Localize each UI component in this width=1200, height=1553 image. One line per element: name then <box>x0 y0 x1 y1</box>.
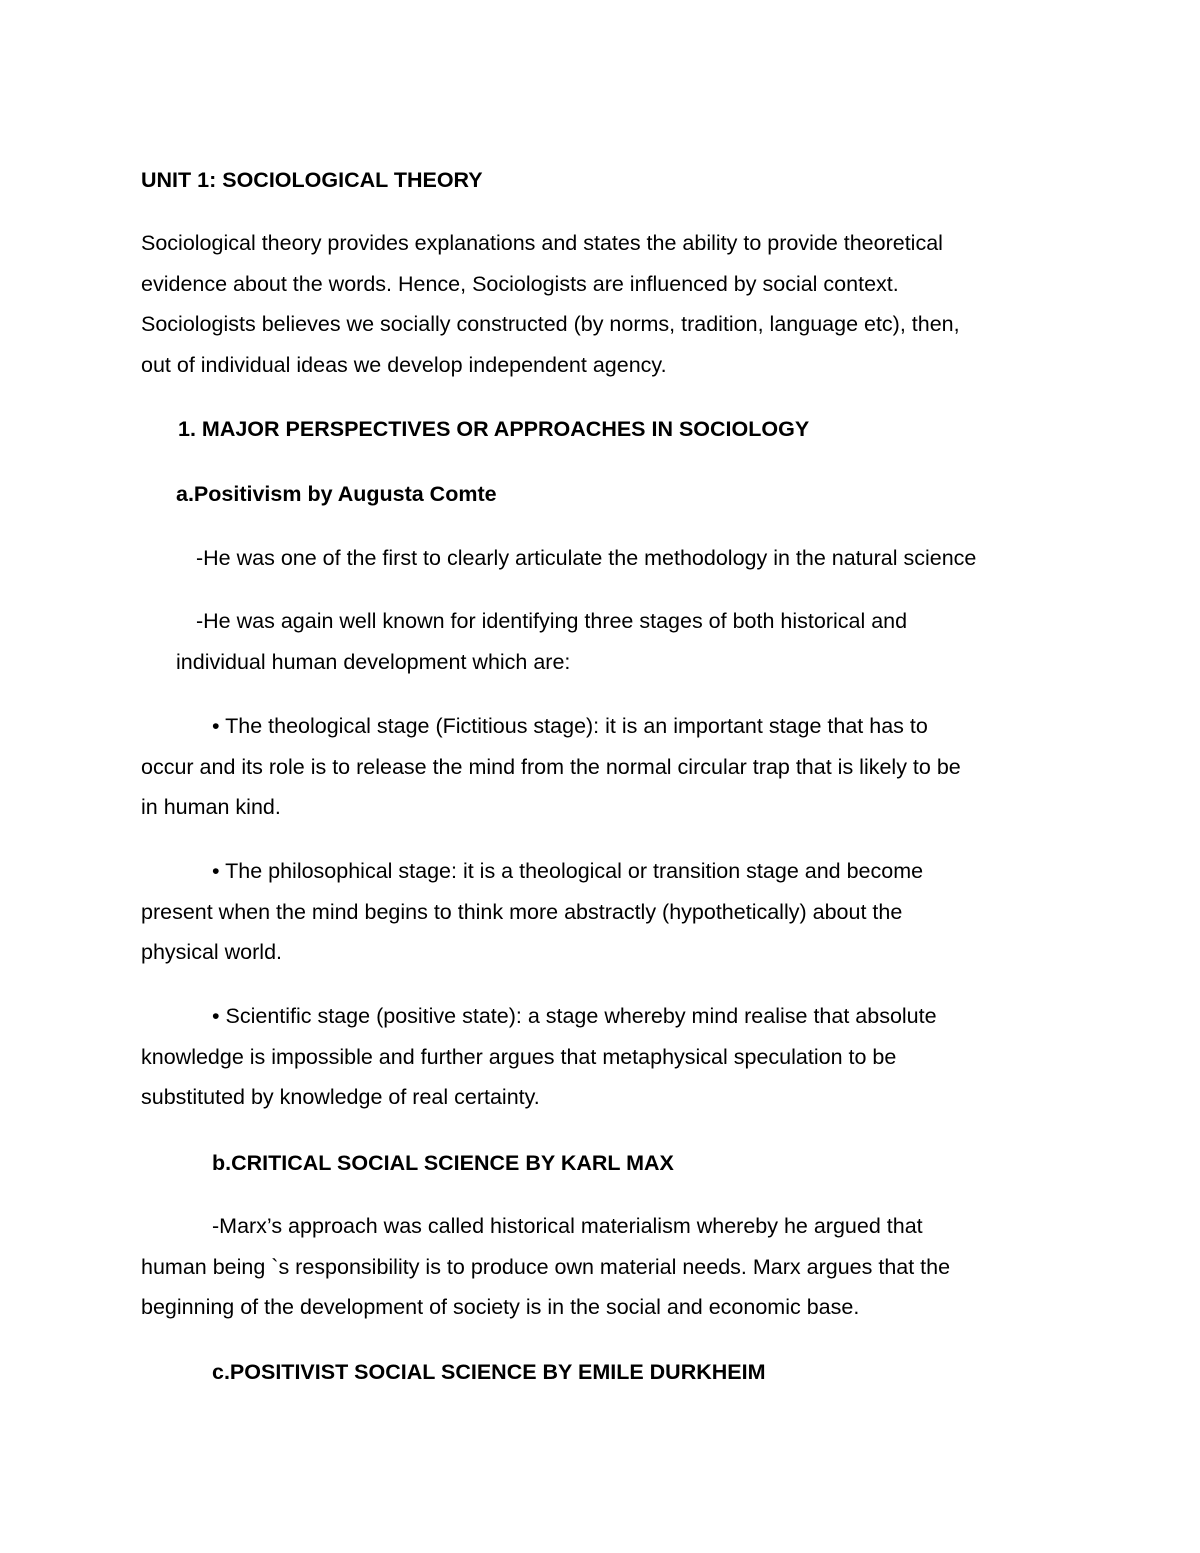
subheading-positivism: a.Positivism by Augusta Comte <box>176 482 497 506</box>
stage-line: • The philosophical stage: it is a theological or transition stage and become <box>212 859 924 883</box>
stage-line: occur and its role is to release the mind from the normal circular trap that is likely to be <box>141 754 961 779</box>
stage-line: knowledge is impossible and further argues that metaphysical speculation to be <box>141 1044 897 1069</box>
subheading-positivist-social-science: c.POSITIVIST SOCIAL SCIENCE BY EMILE DURKHEIM <box>212 1360 766 1384</box>
comte-point-methodology: -He was one of the first to clearly articulate the methodology in the natural science <box>196 546 977 570</box>
marx-line: -Marx’s approach was called historical materialism whereby he argued that <box>212 1214 923 1238</box>
subheading-critical-social-science: b.CRITICAL SOCIAL SCIENCE BY KARL MAX <box>212 1151 674 1175</box>
intro-line: Sociologists believes we socially constructed (by norms, tradition, language etc), then, <box>141 312 960 336</box>
intro-line: Sociological theory provides explanations and states the ability to provide theoretical <box>141 231 943 255</box>
stage-line: present when the mind begins to think more abstractly (hypothetically) about the <box>141 899 903 924</box>
marx-paragraph <box>141 1206 950 1328</box>
stage-line: in human kind. <box>141 795 281 819</box>
stage-philosophical <box>141 851 923 973</box>
stage-line: • Scientific stage (positive state): a stage whereby mind realise that absolute <box>212 1004 937 1028</box>
intro-line: evidence about the words. Hence, Sociologists are influenced by social context. <box>141 271 899 296</box>
unit-title: UNIT 1: SOCIOLOGICAL THEORY <box>141 168 483 192</box>
intro-line: out of individual ideas we develop independent agency. <box>141 352 667 377</box>
stage-line: • The theological stage (Fictitious stage): it is an important stage that has to <box>212 714 928 738</box>
stage-line: physical world. <box>141 940 282 964</box>
marx-line: beginning of the development of society is in the social and economic base. <box>141 1295 860 1319</box>
marx-line: human being `s responsibility is to produce own material needs. Marx argues that the <box>141 1254 951 1279</box>
intro-paragraph <box>141 223 960 385</box>
comte-point-line: -He was again well known for identifying three stages of both historical and <box>196 609 908 633</box>
stage-scientific <box>141 996 937 1118</box>
comte-point-three-stages <box>176 601 907 682</box>
stage-theological <box>141 706 961 828</box>
comte-point-line: individual human development which are: <box>176 649 571 674</box>
section-heading-major-perspectives: 1. MAJOR PERSPECTIVES OR APPROACHES IN SOCIOLOGY <box>178 417 810 441</box>
stage-line: substituted by knowledge of real certainty. <box>141 1085 540 1109</box>
